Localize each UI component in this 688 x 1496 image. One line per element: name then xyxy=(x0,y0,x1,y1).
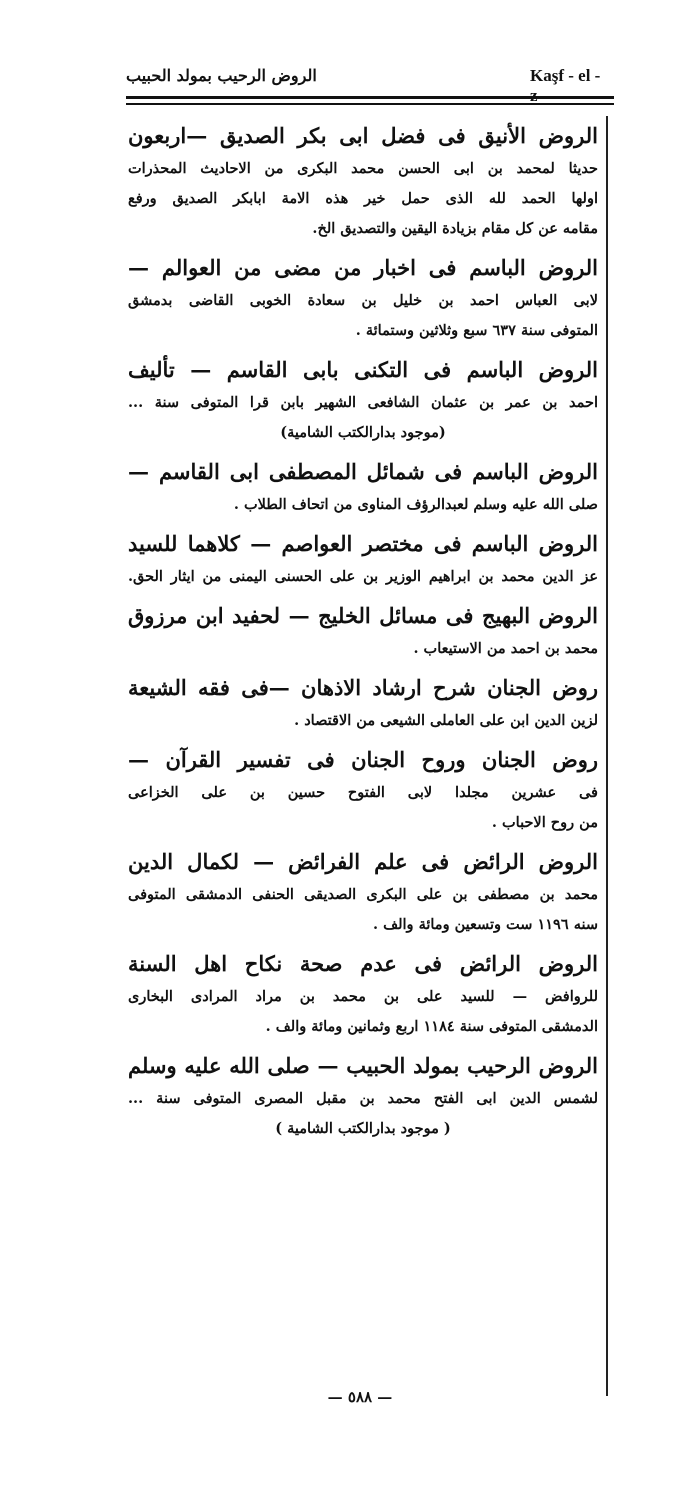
entry xyxy=(128,598,598,664)
running-title-latin: Kaşf - el - xyxy=(530,66,601,85)
entry xyxy=(128,250,598,346)
entry xyxy=(128,118,598,244)
entry-heading: الروض الرحيب بمولد الحبيب — صلى الله عليه وسلم xyxy=(128,1053,598,1078)
entry-heading: الروض الباسم فى اخبار من مضى من العوالم — xyxy=(128,255,598,280)
entry xyxy=(128,946,598,1042)
entry-line: ( موجود بدارالكتب الشامية ) xyxy=(275,1120,451,1137)
entry-line: حديثا لمحمد بن ابى الحسن محمد البكرى من الاحاديث المحذرات xyxy=(128,160,598,177)
entry-line: احمد بن عمر بن عثمان الشافعى الشهير بابن قرا المتوفى سنة ... xyxy=(128,394,598,411)
entry-line: للروافض — للسيد على بن محمد بن مراد المرادى البخارى xyxy=(128,988,598,1005)
entry-heading: الروض الرائض فى علم الفرائض — لكمال الدين xyxy=(128,849,598,874)
entry-heading: الروض البهيج فى مسائل الخليج — لحفيد ابن مرزوق xyxy=(128,603,598,628)
entry xyxy=(128,526,598,592)
entry-line: من روح الاحباب . xyxy=(491,814,598,831)
entry-heading: الروض الباسم فى مختصر العواصم — كلاهما للسيد xyxy=(128,531,598,556)
entry xyxy=(128,1048,598,1144)
entry-line: محمد بن مصطفى بن على البكرى الصديقى الحنفى الدمشقى المتوفى xyxy=(128,886,598,903)
entry xyxy=(128,670,598,736)
entry-heading: الروض الباسم فى شمائل المصطفى ابى القاسم — xyxy=(128,459,598,484)
margin-rule xyxy=(606,116,608,1396)
entry-line: لشمس الدين ابى الفتح محمد بن مقبل المصرى المتوفى سنة ... xyxy=(128,1090,598,1107)
entry xyxy=(128,352,598,448)
page-number: — ٥٨٨ — xyxy=(327,1388,393,1406)
entry xyxy=(128,844,598,940)
entry-heading: روض الجنان شرح ارشاد الاذهان —فى فقه الشيعة xyxy=(128,675,598,700)
entry-line: صلى الله عليه وسلم لعبدالرؤف المناوى من اتحاف الطلاب . xyxy=(233,496,598,513)
entry-line: اولها الحمد لله الذى حمل خير هذه الامة ابابكر الصديق ورفع xyxy=(128,190,598,207)
entry-line: المتوفى سنة ٦٣٧ سبع وثلاثين وستمائة . xyxy=(355,322,598,339)
running-title: الروض الرحيب بمولد الحبيب xyxy=(126,66,317,85)
entry-heading: الروض الرائض فى عدم صحة نكاح اهل السنة xyxy=(128,951,598,976)
page-header xyxy=(126,66,606,96)
entry-line: سنه ١١٩٦ ست وتسعين ومائة والف . xyxy=(372,916,598,933)
header-rule-thin xyxy=(126,103,614,105)
entry-line: (موجود بدارالكتب الشامية) xyxy=(280,424,446,441)
entry-line: فى عشرين مجلدا لابى الفتوح حسين بن على الخزاعى xyxy=(128,784,598,801)
entry-line: مقامه عن كل مقام بزيادة اليقين والتصديق الخ. xyxy=(312,220,598,237)
entry-line: لابى العباس احمد بن خليل بن سعادة الخوبى القاضى بدمشق xyxy=(128,292,598,309)
entry-line: الدمشقى المتوفى سنة ١١٨٤ اربع وثمانين ومائة والف . xyxy=(265,1018,598,1035)
entry-heading: الروض الأنيق فى فضل ابى بكر الصديق —اربعون xyxy=(128,123,598,148)
entry xyxy=(128,742,598,838)
entry xyxy=(128,454,598,520)
header-rule-thick xyxy=(126,96,614,99)
entry-line: عز الدين محمد بن ابراهيم الوزير بن على الحسنى اليمنى من ايثار الحق. xyxy=(128,568,598,585)
entry-heading: الروض الباسم فى التكنى بابى القاسم — تأليف xyxy=(128,357,598,382)
entry-heading: روض الجنان وروح الجنان فى تفسير القرآن — xyxy=(128,747,598,772)
entry-line: لزين الدين ابن على العاملى الشيعى من الاقتصاد . xyxy=(294,712,598,729)
entry-line: محمد بن احمد من الاستيعاب . xyxy=(413,640,598,657)
entries-column xyxy=(128,118,598,1144)
